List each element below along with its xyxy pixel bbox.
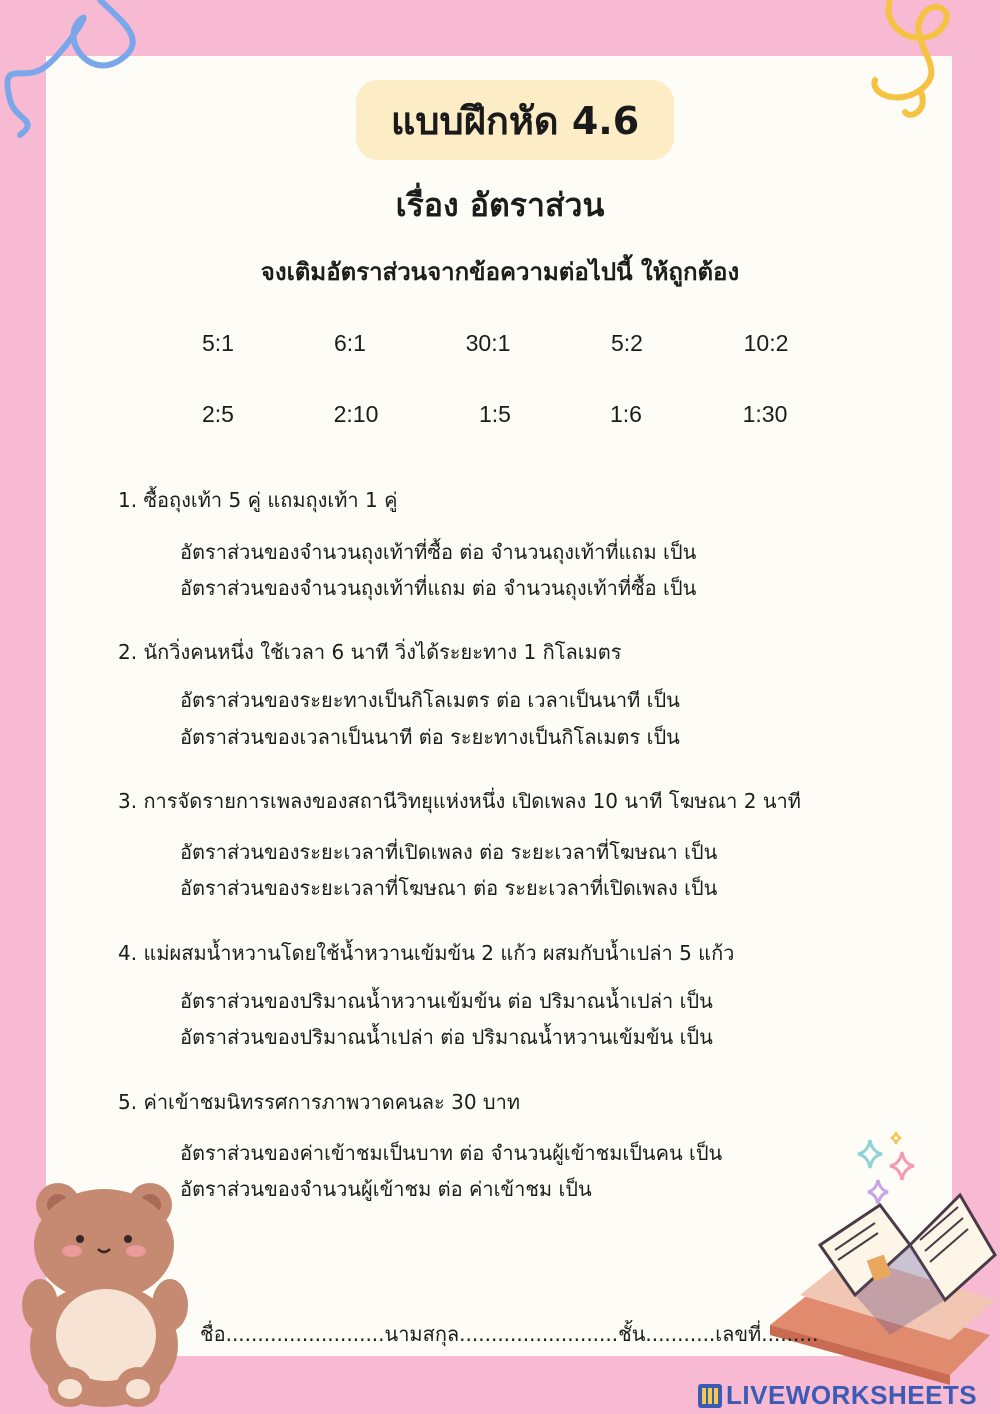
answer-prompt: อัตราส่วนของค่าเข้าชมเป็นบาท ต่อ จำนวนผู้เข้าชมเป็นคน เป็น	[180, 1141, 723, 1165]
question-2: 2. นักวิ่งคนหนึ่ง ใช้เวลา 6 นาที วิ่งได้ระยะทาง 1 กิโลเมตร	[118, 640, 622, 664]
ratio-option: 30:1	[465, 330, 511, 356]
yellow-swirl-icon	[860, 0, 1000, 130]
liveworksheets-logo-icon	[698, 1384, 722, 1408]
question-4: 4. แม่ผสมน้ำหวานโดยใช้น้ำหวานเข้มข้น 2 แก้ว ผสมกับน้ำเปล่า 5 แก้ว	[118, 941, 735, 965]
liveworksheets-brand	[698, 1380, 977, 1411]
student-info-line: ชื่อ.........................นามสกุล.........................ชั้น...........เลขที่.........	[200, 1322, 819, 1346]
answer-prompt: อัตราส่วนของปริมาณน้ำเปล่า ต่อ ปริมาณน้ำหวานเข้มข้น เป็น	[180, 1025, 713, 1049]
answer-prompt: อัตราส่วนของระยะเวลาที่เปิดเพลง ต่อ ระยะเวลาที่โฆษณา เป็น	[180, 840, 718, 864]
ratio-option: 1:6	[610, 401, 642, 427]
ratio-option: 6:1	[334, 330, 366, 356]
answer-prompt: อัตราส่วนของระยะเวลาที่โฆษณา ต่อ ระยะเวลาที่เปิดเพลง เป็น	[180, 876, 718, 900]
open-book-icon	[760, 1185, 1000, 1385]
answer-prompt: อัตราส่วนของจำนวนถุงเท้าที่ซื้อ ต่อ จำนวนถุงเท้าที่แถม เป็น	[180, 540, 697, 564]
answer-prompt: อัตราส่วนของปริมาณน้ำหวานเข้มข้น ต่อ ปริมาณน้ำเปล่า เป็น	[180, 989, 713, 1013]
ratio-option: 1:30	[742, 401, 788, 427]
answer-prompt: อัตราส่วนของจำนวนถุงเท้าที่แถม ต่อ จำนวนถุงเท้าที่ซื้อ เป็น	[180, 576, 697, 600]
worksheet-instruction: จงเติมอัตราส่วนจากข้อความต่อไปนี้ ให้ถูกต้อง	[260, 258, 740, 286]
question-5: 5. ค่าเข้าชมนิทรรศการภาพวาดคนละ 30 บาท	[118, 1090, 521, 1114]
ratio-option: 5:2	[611, 330, 643, 356]
ratio-option: 2:5	[202, 401, 234, 427]
ratio-option: 10:2	[743, 330, 789, 356]
answer-prompt: อัตราส่วนของเวลาเป็นนาที ต่อ ระยะทางเป็นกิโลเมตร เป็น	[180, 725, 680, 749]
worksheet-title: แบบฝึกหัด 4.6	[356, 80, 674, 160]
question-3: 3. การจัดรายการเพลงของสถานีวิทยุแห่งหนึ่ง เปิดเพลง 10 นาที โฆษณา 2 นาที	[118, 789, 801, 813]
answer-prompt: อัตราส่วนของจำนวนผู้เข้าชม ต่อ ค่าเข้าชม เป็น	[180, 1177, 592, 1201]
ratio-option: 5:1	[202, 330, 234, 356]
bear-icon	[10, 1175, 210, 1410]
ratio-option: 2:10	[333, 401, 379, 427]
blue-swirl-icon	[0, 0, 160, 150]
answer-prompt: อัตราส่วนของระยะทางเป็นกิโลเมตร ต่อ เวลาเป็นนาที เป็น	[180, 688, 680, 712]
ratio-option: 1:5	[479, 401, 511, 427]
question-1: 1. ซื้อถุงเท้า 5 คู่ แถมถุงเท้า 1 คู่	[118, 488, 398, 512]
brand-text: LIVEWORKSHEETS	[726, 1380, 978, 1410]
worksheet-subject: เรื่อง อัตราส่วน	[395, 186, 605, 224]
